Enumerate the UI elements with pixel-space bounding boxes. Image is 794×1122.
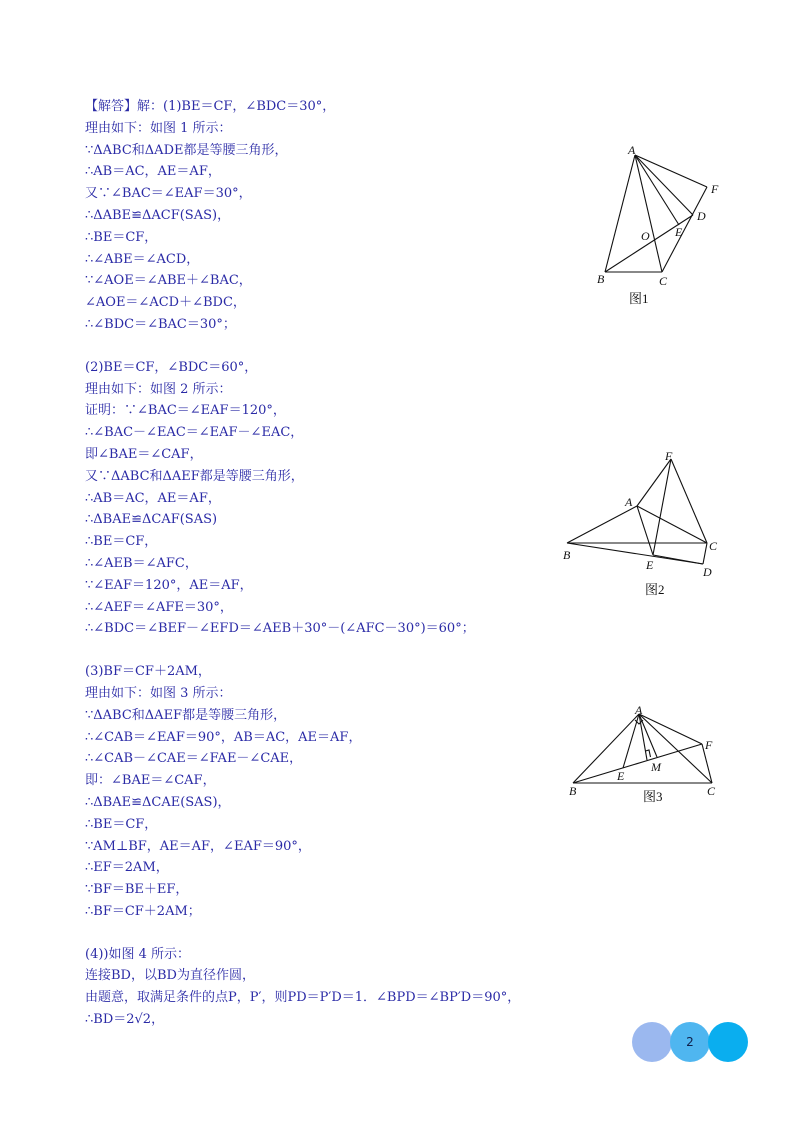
text-line: 连接BD，以BD为直径作圆，: [85, 968, 255, 984]
text-line: 由题意，取满足条件的点P，P′，则PD＝P′D＝1．∠BPD＝∠BP′D＝90°，: [85, 990, 521, 1006]
text-line: 即∠BAE＝∠CAF，: [85, 446, 203, 462]
text-line: 理由如下：如图 3 所示：: [85, 685, 232, 701]
label-B: B: [597, 272, 605, 286]
text-line: ∴∠BDC＝∠BEF－∠EFD＝∠AEB＋30°－(∠AFC－30°)＝60°；: [85, 621, 475, 637]
text-line: 即：∠BAE＝∠CAF，: [85, 773, 216, 789]
label-B: B: [569, 784, 577, 798]
text-line: (3)BF＝CF＋2AM，: [85, 664, 211, 680]
page-number: 2: [686, 1035, 694, 1049]
text-line: ∵AM⊥BF，AE＝AF，∠EAF＝90°，: [85, 838, 311, 854]
part-2: [85, 357, 555, 640]
text-line: (4))如图 4 所示：: [85, 946, 191, 962]
text-line: 理由如下：如图 1 所示：: [85, 120, 232, 136]
text-line: ∴∠CAB－∠CAE＝∠FAE－∠CAE，: [85, 751, 303, 767]
part-4: [85, 944, 555, 1031]
figure-1-caption: 图1: [629, 291, 649, 306]
text-line: 又∵ΔABC和ΔAEF都是等腰三角形，: [85, 468, 304, 484]
text-line: ∴ΔABE≌ΔACF(SAS)，: [85, 207, 231, 223]
text-line: ∴AB＝AC，AE＝AF，: [85, 164, 221, 180]
text-line: 证明：∵∠BAC＝∠EAF＝120°，: [85, 403, 286, 419]
part-3: [85, 661, 555, 923]
figure-3-caption: 图3: [643, 789, 663, 804]
label-E: E: [646, 558, 654, 572]
text-line: ∴∠AEF＝∠AFE＝30°，: [85, 599, 233, 615]
label-A: A: [628, 143, 636, 157]
text-line: ∠AOE＝∠ACD＋∠BDC，: [85, 295, 246, 311]
label-M: M: [651, 760, 661, 774]
text-line: ∴∠AEB＝∠AFC，: [85, 555, 198, 571]
label-D: D: [697, 209, 706, 223]
text-line: 理由如下：如图 2 所示：: [85, 381, 232, 397]
pager-circle-right: [708, 1022, 748, 1062]
label-F: F: [711, 182, 719, 196]
label-F: F: [705, 738, 713, 752]
figure-2-caption: 图2: [645, 582, 665, 597]
pager-circle-middle: [670, 1022, 710, 1062]
label-D: D: [703, 565, 712, 579]
text-line: 又∵∠BAC＝∠EAF＝30°，: [85, 186, 252, 202]
label-A: A: [635, 703, 643, 717]
text-line: ∴∠BAC－∠EAC＝∠EAF－∠EAC，: [85, 425, 304, 441]
label-E: E: [617, 769, 625, 783]
text-line: ∴ΔBAE≌ΔCAF(SAS): [85, 512, 218, 528]
label-A: A: [625, 495, 633, 509]
figure-3: [565, 700, 735, 810]
figure-2: [555, 448, 735, 603]
text-line: ∴EF＝2AM，: [85, 860, 169, 876]
text-line: ∴BE＝CF，: [85, 534, 158, 550]
text-line: (2)BE＝CF，∠BDC＝60°，: [85, 359, 258, 375]
text-line: ∴AB＝AC，AE＝AF，: [85, 490, 221, 506]
text-line: ∵∠EAF＝120°，AE＝AF，: [85, 577, 253, 593]
text-line: ∵BF＝BE＋EF，: [85, 882, 189, 898]
text-line: ∴ΔBAE≌ΔCAE(SAS)，: [85, 794, 231, 810]
text-line: ∴BE＝CF，: [85, 229, 158, 245]
label-O: O: [641, 229, 650, 243]
label-F: F: [665, 449, 673, 463]
label-C: C: [707, 784, 716, 798]
label-C: C: [709, 539, 718, 553]
pager-circle-left: [632, 1022, 672, 1062]
text-line: ∵ΔABC和ΔAEF都是等腰三角形，: [85, 707, 287, 723]
label-B: B: [563, 548, 571, 562]
text-line: 【解答】解：(1)BE＝CF，∠BDC＝30°，: [85, 99, 336, 114]
part-1: [85, 96, 555, 336]
solution-text: [85, 96, 555, 1031]
text-line: ∴∠CAB＝∠EAF＝90°，AB＝AC，AE＝AF，: [85, 729, 362, 745]
page-number-badge: [632, 1022, 752, 1064]
label-C: C: [659, 274, 668, 288]
text-line: ∴BF＝CF＋2AM；: [85, 903, 201, 919]
text-line: ∴∠ABE＝∠ACD，: [85, 251, 200, 267]
text-line: ∵∠AOE＝∠ABE＋∠BAC，: [85, 273, 252, 289]
text-line: ∵ΔABC和ΔADE都是等腰三角形，: [85, 142, 288, 158]
text-line: ∴BD＝2√2，: [85, 1012, 165, 1028]
label-E: E: [675, 225, 683, 239]
figure-1: [585, 140, 735, 315]
text-line: ∴∠BDC＝∠BAC＝30°；: [85, 316, 236, 332]
text-line: ∴BE＝CF，: [85, 816, 158, 832]
